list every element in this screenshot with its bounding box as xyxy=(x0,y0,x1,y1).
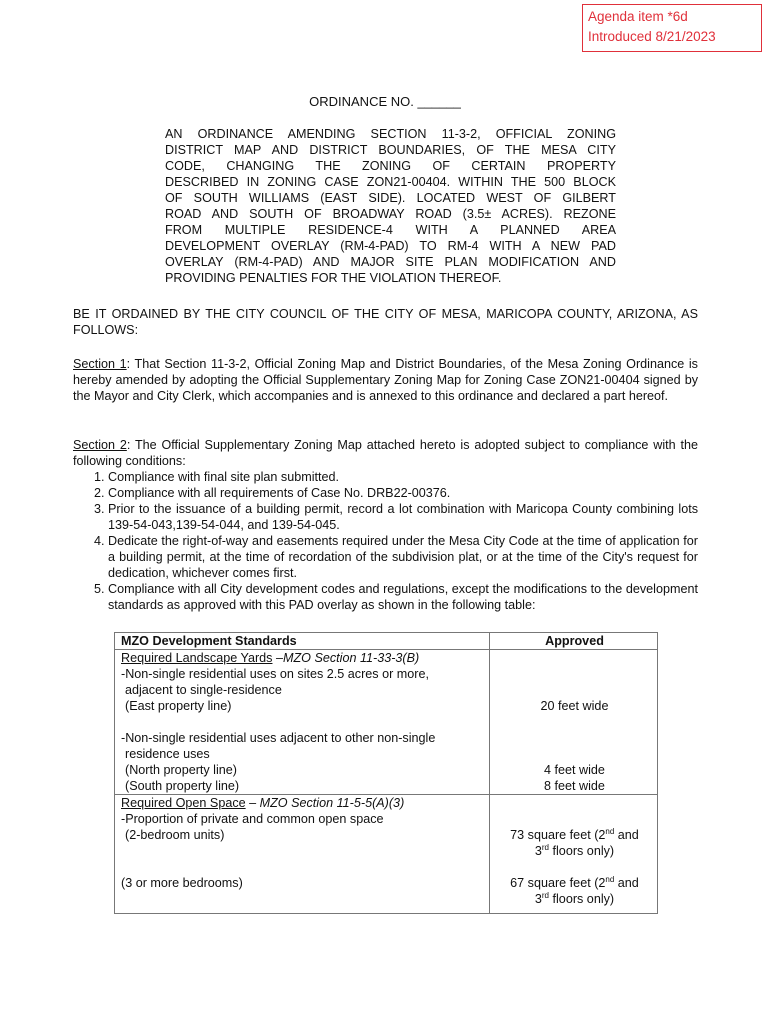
conditions-list xyxy=(73,469,698,613)
landscape-item-2-line-1: -Non-single residential uses adjacent to other non-single xyxy=(121,731,436,745)
spacer xyxy=(496,795,653,827)
ordained-text: BE IT ORDAINED BY THE CITY COUNCIL OF THE CITY OF MESA, MARICOPA COUNTY, ARIZONA, AS FOLLOWS: xyxy=(73,307,698,337)
landscape-value-north: 4 feet wide xyxy=(544,763,605,777)
open-space-value-2br-cont xyxy=(496,843,653,859)
section-1-paragraph xyxy=(73,356,698,404)
caption-line: AN ORDINANCE AMENDING SECTION 11-3-2, OFFICIAL ZONING xyxy=(165,127,616,141)
spacer xyxy=(496,714,653,762)
section-2-text: : The Official Supplementary Zoning Map attached hereto is adopted subject to compliance with the following conditions: xyxy=(73,438,698,468)
open-space-approved-cell xyxy=(490,795,658,914)
landscape-item-2-line-2: residence uses xyxy=(125,747,210,761)
caption-line: FROM MULTIPLE RESIDENCE-4 WITH A PLANNED AREA xyxy=(165,223,616,237)
table-row-landscape xyxy=(115,650,658,795)
value-text: floors only) xyxy=(549,892,615,906)
table-row-open-space xyxy=(115,795,658,914)
value-text: floors only) xyxy=(549,844,615,858)
condition-item: 1. Compliance with final site plan submitted. xyxy=(108,469,698,485)
section-2 xyxy=(73,437,698,613)
open-space-item-1-line-2: (2-bedroom units) xyxy=(125,828,225,842)
caption-line: DISTRICT MAP AND DISTRICT BOUNDARIES, OF THE MESA CITY xyxy=(165,143,616,157)
open-space-standards-cell xyxy=(115,795,490,914)
ordinance-title: ORDINANCE NO. ______ xyxy=(309,94,461,109)
open-space-value-3br xyxy=(496,875,653,891)
caption-line: ROAD AND SOUTH OF BROADWAY ROAD (3.5± ACRES). REZONE xyxy=(165,207,616,221)
section-1 xyxy=(73,356,698,404)
value-text: and xyxy=(614,828,639,842)
value-superscript: rd xyxy=(541,890,550,900)
spacer xyxy=(121,843,485,875)
ordained-clause xyxy=(73,306,698,338)
header-approved: Approved xyxy=(490,633,658,650)
caption-line: DEVELOPMENT OVERLAY (RM-4-PAD) TO RM-4 WITH A NEW PAD xyxy=(165,239,616,253)
open-space-section-ref: – MZO Section 11-5-5(A)(3) xyxy=(245,796,405,810)
spacer xyxy=(496,650,653,698)
stamp-line-2: Introduced 8/21/2023 xyxy=(588,29,716,44)
header-standards: MZO Development Standards xyxy=(115,633,490,650)
landscape-section-ref: –MZO Section 11-33-3(B) xyxy=(272,651,420,665)
agenda-stamp xyxy=(582,4,762,52)
landscape-heading xyxy=(121,650,485,666)
section-1-text: : That Section 11-3-2, Official Zoning Map and District Boundaries, of the Mesa Zoning Ordinance is hereby amended by adopting the Official Supplementary Zoning Map for Zoning Case ZON21-00404 signed by the Mayor and City Clerk, which accompanies and is annexed to this ordinance and declared a part hereof. xyxy=(73,357,698,403)
spacer xyxy=(121,714,485,730)
landscape-item-1-line-1: -Non-single residential uses on sites 2.5 acres or more, xyxy=(121,667,429,681)
landscape-value-south: 8 feet wide xyxy=(544,779,605,793)
caption-line: OVERLAY (RM-4-PAD) AND MAJOR SITE PLAN MODIFICATION AND xyxy=(165,255,616,269)
landscape-item-2-line-4: (South property line) xyxy=(125,779,240,793)
section-1-label: Section 1 xyxy=(73,357,127,371)
condition-item: 2. Compliance with all requirements of Case No. DRB22-00376. xyxy=(108,485,698,501)
condition-item: 3. Prior to the issuance of a building permit, record a lot combination with Maricopa County combining lots 139-54-043,139-54-044, and 139-54-045. xyxy=(108,501,698,533)
ordinance-caption xyxy=(165,126,616,286)
value-text: 3 xyxy=(534,844,542,858)
caption-line: OF SOUTH WILLIAMS (EAST SIDE). LOCATED WEST OF GILBERT xyxy=(165,191,616,205)
development-standards-table xyxy=(114,632,658,914)
value-text: 3 xyxy=(534,892,542,906)
condition-item: 5. Compliance with all City development codes and regulations, except the modifications to the development standards as approved with this PAD overlay as shown in the following table: xyxy=(108,581,698,613)
value-text: and xyxy=(614,876,639,890)
section-2-paragraph xyxy=(73,437,698,469)
open-space-heading-label: Required Open Space xyxy=(121,796,246,810)
landscape-item-1-line-2: adjacent to single-residence xyxy=(125,683,282,697)
value-superscript: rd xyxy=(541,842,550,852)
caption-line: CODE, CHANGING THE ZONING OF CERTAIN PROPERTY xyxy=(165,159,616,173)
value-text: 67 square feet (2 xyxy=(510,876,606,890)
open-space-heading xyxy=(121,795,485,811)
value-superscript: nd xyxy=(605,874,615,884)
landscape-standards-cell xyxy=(115,650,490,795)
landscape-approved-cell xyxy=(490,650,658,795)
landscape-item-1-line-3: (East property line) xyxy=(125,699,232,713)
open-space-value-2br xyxy=(496,827,653,843)
spacer xyxy=(496,859,653,875)
landscape-value-east: 20 feet wide xyxy=(540,699,609,713)
landscape-item-2-line-3: (North property line) xyxy=(125,763,237,777)
caption-line: PROVIDING PENALTIES FOR THE VIOLATION THEREOF. xyxy=(165,271,502,285)
stamp-line-1: Agenda item *6d xyxy=(588,9,688,24)
section-2-label: Section 2 xyxy=(73,438,127,452)
open-space-item-2-line-1: (3 or more bedrooms) xyxy=(121,876,243,890)
value-superscript: nd xyxy=(605,826,615,836)
value-text: 73 square feet (2 xyxy=(510,828,606,842)
landscape-heading-label: Required Landscape Yards xyxy=(121,651,273,665)
open-space-value-3br-cont xyxy=(496,891,653,907)
caption-line: DESCRIBED IN ZONING CASE ZON21-00404. WITHIN THE 500 BLOCK xyxy=(165,175,616,189)
open-space-item-1-line-1: -Proportion of private and common open space xyxy=(121,812,384,826)
condition-item: 4. Dedicate the right-of-way and easements required under the Mesa City Code at the time of application for a building permit, at the time of recordation of the subdivision plat, or at the time of the City's request for dedication, whichever comes first. xyxy=(108,533,698,581)
table-header-row xyxy=(115,633,658,650)
